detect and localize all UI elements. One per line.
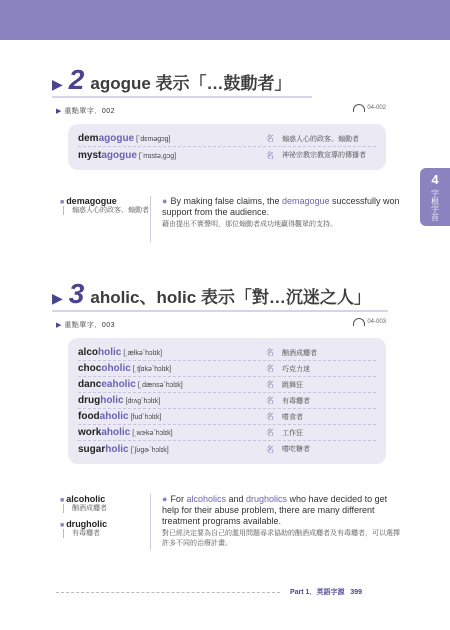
word-meaning: 巧克力迷	[282, 365, 310, 373]
word-list-box	[68, 338, 386, 464]
section-number: 3	[68, 278, 85, 309]
section-heading: aholic、holic 表示「對…沉迷之人」	[90, 288, 371, 307]
word-meaning: 煽惑人心的政客、煽動者	[282, 135, 359, 143]
footer-part-label: 英語字源	[316, 589, 345, 596]
word-root: alco	[78, 347, 99, 358]
noun-icon: 名	[266, 428, 274, 437]
divider	[150, 196, 151, 242]
chapter-number: 4	[431, 172, 439, 187]
audio-track[interactable]	[353, 104, 386, 112]
title-underline	[52, 310, 388, 312]
sentence-translation: 對已經決定要為自己的濫用問題尋求協助的酗酒成癮者及有毒癮者，可以選擇許多不同的治療計畫。	[162, 530, 400, 547]
page-footer	[290, 587, 362, 597]
headphones-icon	[353, 104, 365, 112]
word-row	[78, 425, 376, 441]
word-meaning: 嗜吃糖者	[282, 446, 310, 453]
word-term	[78, 133, 266, 144]
noun-icon: 名	[266, 412, 274, 421]
sentence-translation: 藉由提出不實聲明，那位煽動者成功地贏得觀眾的支持。	[162, 221, 337, 228]
word-row	[78, 345, 376, 361]
word-suffix: holic	[98, 347, 122, 358]
word-row	[78, 409, 376, 425]
chapter-tab	[420, 168, 450, 226]
word-meaning: 工作狂	[282, 429, 303, 437]
word-term	[78, 395, 266, 406]
key-words-subhead: ▶ 重點單字．002	[56, 108, 116, 115]
example-sentence: ● For alcoholics and drugholics who have decided to get help for their abuse problem, there are many different treatment programs available. 對已經決定要為自己的濫用問題尋求協助的酗酒成癮者及有毒癮者，可以選擇許多不同的治療計畫。	[162, 494, 400, 547]
title-underline	[52, 96, 312, 98]
triangle-icon: ▶	[52, 290, 63, 306]
example-words	[60, 196, 149, 221]
word-meaning: 嗜食者	[282, 413, 303, 421]
word-term	[78, 150, 266, 161]
example-sentence: ● By making false claims, the demagogue successfully won support from the audience. 藉由提出不實聲明，那位煽動者成功地贏得觀眾的支持。	[162, 196, 402, 230]
word-suffix: eaholic	[101, 379, 136, 390]
noun-icon: 名	[266, 364, 274, 373]
audio-track-label: 04-003	[367, 319, 386, 325]
word-meaning: 跳舞狂	[282, 381, 303, 389]
example-definition: 酗酒成癮者	[63, 504, 107, 513]
word-term	[78, 379, 266, 390]
bullet-icon: ●	[162, 196, 168, 206]
word-phonetic: [ˌtʃɑkəˋhɔlɪk]	[132, 366, 172, 373]
word-suffix: oholic	[101, 363, 131, 374]
word-suffix: holic	[105, 443, 129, 455]
word-root: work	[78, 427, 102, 438]
word-row	[78, 131, 376, 147]
word-row	[78, 393, 376, 409]
triangle-icon: ▶	[56, 322, 65, 329]
word-term	[78, 427, 266, 438]
word-suffix: holic	[100, 395, 124, 406]
noun-icon: 名	[266, 150, 274, 160]
word-phonetic: [ˌælkəˋhɔlɪk]	[123, 350, 163, 357]
word-root: dem	[78, 133, 99, 144]
bullet-icon: ●	[162, 494, 168, 504]
example-word-item	[60, 519, 107, 538]
noun-icon: 名	[266, 380, 274, 389]
divider	[150, 494, 151, 550]
example-word: ■ alcoholic	[60, 494, 107, 504]
word-term	[78, 444, 266, 455]
word-term	[78, 411, 266, 422]
word-suffix: agogue	[98, 133, 135, 144]
page-number: 399	[350, 589, 362, 596]
header-band	[0, 0, 450, 40]
example-word: ■ demagogue	[60, 196, 149, 206]
footer-rule	[56, 592, 280, 593]
word-phonetic: [ˋdɛməgɔg]	[136, 136, 171, 143]
word-row	[78, 147, 376, 163]
word-term	[78, 363, 266, 374]
footer-part: Part 1．	[290, 589, 317, 596]
word-meaning: 神祕宗教宗教宣導的傳播者	[282, 152, 366, 159]
example-definition: 有毒癮者	[63, 529, 107, 538]
audio-track[interactable]	[353, 318, 386, 326]
chapter-label: 字根字首	[430, 189, 440, 221]
triangle-icon: ▶	[56, 108, 65, 115]
noun-icon: 名	[266, 134, 274, 143]
word-row	[78, 377, 376, 393]
word-root: choc	[78, 363, 102, 374]
word-phonetic: [ˋʃʊgɚˋhɔlɪk]	[130, 446, 169, 454]
section-heading: agogue 表示「…鼓動者」	[90, 74, 292, 93]
triangle-icon: ▶	[52, 76, 63, 92]
key-words-subhead: ▶ 重點單字．003	[56, 322, 116, 329]
word-phonetic: [ˌdænsəˋhɔlɪk]	[137, 382, 183, 389]
word-root: drug	[78, 395, 101, 406]
noun-icon: 名	[266, 396, 274, 405]
word-phonetic: [ˌwɝkəˋhɔlɪk]	[132, 430, 173, 437]
word-root: sugar	[78, 443, 106, 455]
word-suffix: aholic	[99, 411, 129, 422]
section-number: 2	[68, 64, 85, 95]
noun-icon: 名	[266, 348, 274, 357]
word-row	[78, 441, 376, 457]
word-suffix: aholic	[101, 427, 131, 438]
word-suffix: agogue	[101, 149, 137, 161]
noun-icon: 名	[266, 444, 274, 454]
word-phonetic: [fudˋhɔlɪk]	[130, 414, 162, 421]
word-phonetic: [drʌgˋhɔlɪk]	[125, 398, 161, 405]
example-word: ■ drugholic	[60, 519, 107, 529]
word-root: food	[78, 411, 100, 422]
headphones-icon	[353, 318, 365, 326]
word-phonetic: [ˋmɪstə,gɔg]	[138, 152, 177, 160]
example-definition: 煽惑人心的政客、煽動者	[63, 206, 149, 215]
word-term	[78, 347, 266, 358]
word-meaning: 有毒癮者	[282, 397, 310, 405]
section-2-title	[52, 64, 292, 100]
example-word-item	[60, 196, 149, 215]
example-word-item	[60, 494, 107, 513]
word-root: danc	[78, 379, 102, 390]
audio-track-label: 04-002	[367, 105, 386, 111]
word-meaning: 酗酒成癮者	[282, 349, 317, 357]
section-3-title	[52, 278, 371, 314]
word-row	[78, 361, 376, 377]
word-list-box	[68, 124, 386, 170]
word-root: myst	[78, 149, 102, 161]
example-words	[60, 494, 107, 544]
